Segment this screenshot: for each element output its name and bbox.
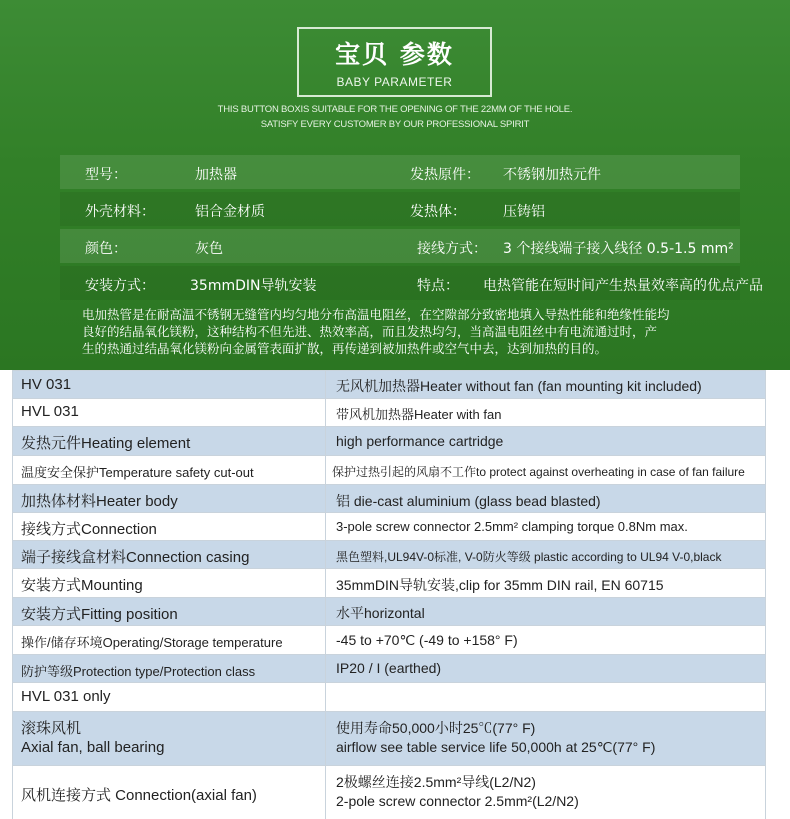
table-cell-left: 温度安全保护Temperature safety cut-out <box>21 465 254 480</box>
spec-label: 型号： <box>85 167 127 183</box>
table-row <box>12 569 766 598</box>
table-cell-right: 保护过热引起的风扇不工作to protect against overheating in case of fan failure <box>332 465 745 479</box>
table-row <box>12 626 766 655</box>
page-subtitle: BABY PARAMETER <box>336 75 453 89</box>
table-cell-right: IP20 / I (earthed) <box>336 660 442 676</box>
table-row <box>12 541 766 569</box>
spec-row <box>60 155 740 189</box>
page-title: 宝贝 参数 <box>335 40 454 69</box>
table-cell-left: 接线方式Connection <box>21 521 157 538</box>
spec-value: 灰色 <box>195 241 223 257</box>
spec-label: 发热体： <box>410 204 466 220</box>
table-row <box>12 370 766 399</box>
table-cell-right: 带风机加热器Heater with fan <box>336 407 502 422</box>
spec-value: 35mmDIN导轨安装 <box>190 278 317 294</box>
spec-row <box>60 266 763 300</box>
spec-value: 加热器 <box>195 167 237 183</box>
spec-table <box>0 370 790 819</box>
table-row <box>12 485 766 513</box>
spec-label: 接线方式： <box>417 241 487 257</box>
table-row <box>12 598 766 626</box>
table-cell-left: 操作/储存环境Operating/Storage temperature <box>21 635 283 650</box>
table-cell-right: 35mmDIN导轨安装,clip for 35mm DIN rail, EN 60715 <box>336 577 664 593</box>
spec-row <box>60 192 740 226</box>
spec-label: 外壳材料： <box>85 204 155 220</box>
table-row <box>12 655 766 683</box>
table-cell-right: 2-pole screw connector 2.5mm²(L2/N2) <box>336 793 579 809</box>
table-cell-left: 安装方式Fitting position <box>21 606 178 623</box>
description-line: 良好的结晶氧化镁粉，这种结构不但先进、热效率高，而且发热均匀，当高温电阻丝中有电流通过时，产 <box>82 324 658 339</box>
spec-value: 不锈钢加热元件 <box>503 167 601 183</box>
table-cell-left: 滚珠风机 <box>21 720 82 737</box>
table-cell-left: HVL 031 only <box>21 688 111 705</box>
table-cell-left: Axial fan, ball bearing <box>21 739 165 756</box>
table-row <box>12 766 766 819</box>
product-description <box>82 306 762 357</box>
table-cell-right: high performance cartridge <box>336 433 504 449</box>
table-row <box>12 513 766 541</box>
table-row <box>12 683 766 712</box>
table-cell-left: 端子接线盒材料Connection casing <box>21 549 250 566</box>
parameter-header-panel <box>0 0 790 370</box>
table-cell-right: -45 to +70℃ (-49 to +158° F) <box>336 632 518 648</box>
spec-label: 发热原件： <box>410 167 480 183</box>
table-cell-left: HVL 031 <box>21 403 79 420</box>
table-cell-left: HV 031 <box>21 376 72 393</box>
tagline-line-2: SATISFY EVERY CUSTOMER BY OUR PROFESSIONAL SPIRIT <box>260 119 530 130</box>
spec-label: 特点： <box>417 278 459 294</box>
table-cell-left: 发热元件Heating element <box>21 435 191 452</box>
table-cell-right: 3-pole screw connector 2.5mm² clamping torque 0.8Nm max. <box>336 519 688 534</box>
spec-value: 电热管能在短时间产生热量效率高的优点产品 <box>483 278 763 294</box>
spec-label: 颜色： <box>85 241 127 257</box>
table-cell-left: 加热体材料Heater body <box>21 493 178 510</box>
spec-value: 压铸铝 <box>503 204 545 220</box>
title-box <box>297 27 492 97</box>
table-cell-right: airflow see table service life 50,000h at 25℃(77° F) <box>336 739 656 755</box>
table-cell-left: 风机连接方式 Connection(axial fan) <box>21 787 257 804</box>
spec-row <box>60 229 740 263</box>
table-row <box>12 427 766 456</box>
description-line: 电加热管是在耐高温不锈钢无缝管内均匀地分布高温电阻丝，在空隙部分致密地填入导热性能和绝缘性能均 <box>82 307 670 322</box>
table-cell-left: 防护等级Protection type/Protection class <box>21 664 256 679</box>
table-row <box>12 712 766 766</box>
spec-label: 安装方式： <box>85 278 155 294</box>
table-cell-right: 黑色塑料,UL94V-0标准, V-0防火等级 plastic according to UL94 V-0,black <box>336 550 722 564</box>
tagline-line-1: THIS BUTTON BOXIS SUITABLE FOR THE OPENING OF THE 22MM OF THE HOLE. <box>217 104 573 115</box>
table-row <box>12 456 766 485</box>
table-cell-right: 2极螺丝连接2.5mm²导线(L2/N2) <box>336 774 536 790</box>
table-cell-right: 铝 die-cast aluminium (glass bead blasted) <box>336 493 601 509</box>
description-line: 生的热通过结晶氧化镁粉向金属管表面扩散，再传递到被加热件或空气中去，达到加热的目的。 <box>82 341 608 356</box>
table-cell-right: 水平horizontal <box>336 605 425 621</box>
table-cell-right: 使用寿命50,000小时25℃(77° F) <box>336 720 536 736</box>
table-row <box>12 398 766 427</box>
spec-value: 铝合金材质 <box>195 204 265 220</box>
spec-value: 3 个接线端子接入线径 0.5-1.5 mm² <box>503 241 734 257</box>
table-cell-right: 无风机加热器Heater without fan (fan mounting kit included) <box>336 378 702 394</box>
table-cell-left: 安装方式Mounting <box>21 577 143 594</box>
